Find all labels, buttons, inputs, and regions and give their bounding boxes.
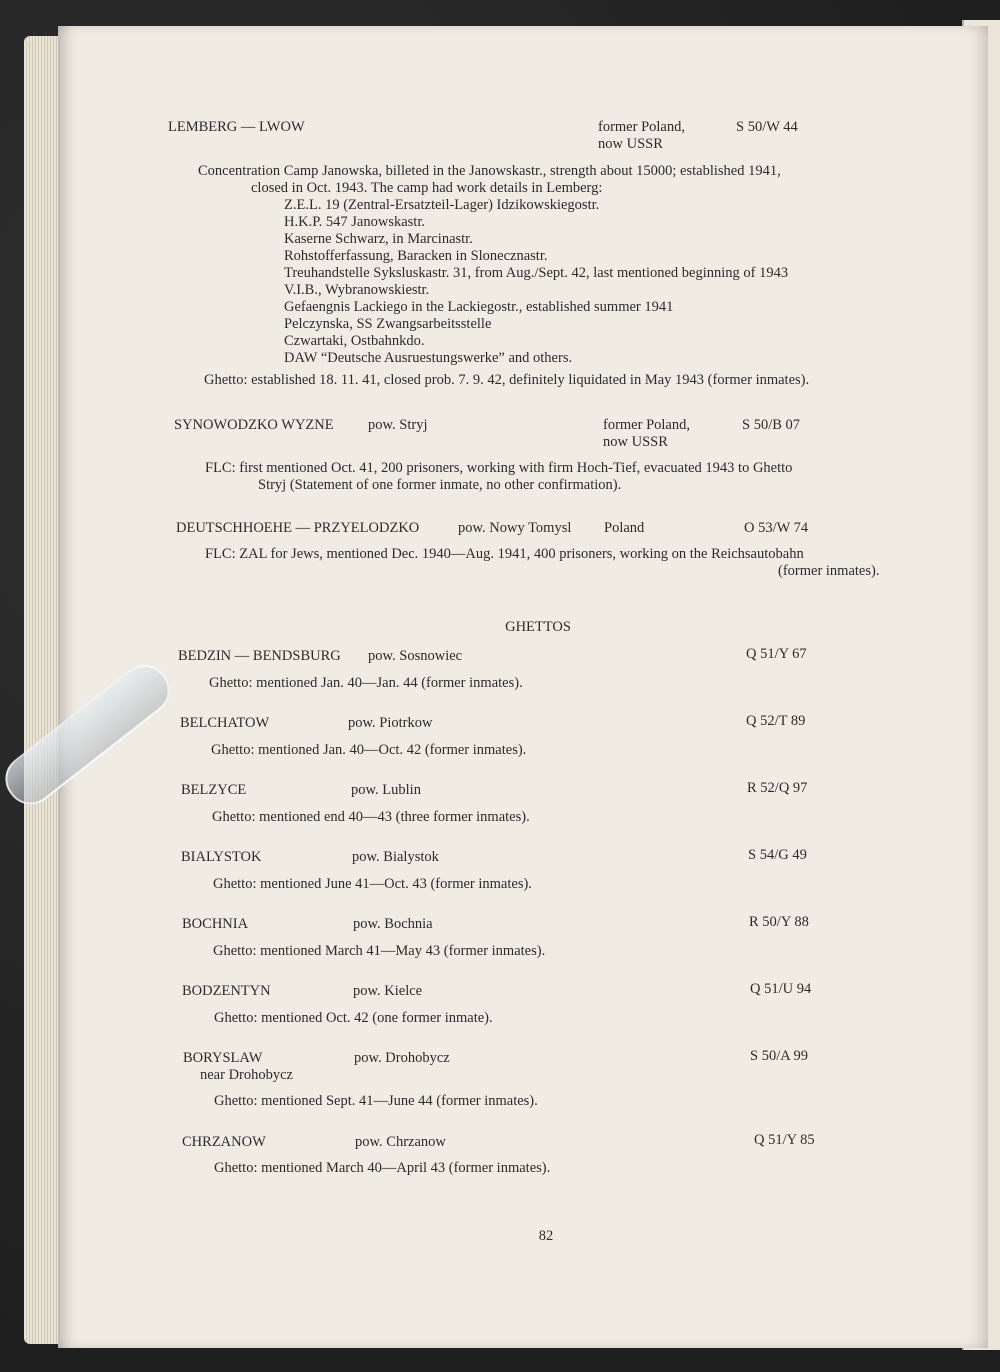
ghetto-district: pow. Lublin bbox=[351, 782, 421, 798]
ghetto-district: pow. Bochnia bbox=[353, 916, 433, 932]
entry-country2-synowodzko: now USSR bbox=[603, 434, 668, 450]
ghetto-name: BEDZIN — BENDSBURG bbox=[178, 648, 341, 664]
page-number: 82 bbox=[538, 1228, 554, 1244]
entry-name-deutschhoehe: DEUTSCHHOEHE — PRZYELODZKO bbox=[176, 520, 420, 536]
lemberg-line-6: Treuhandstelle Syksluskastr. 31, from Aug./Sept. 42, last mentioned beginning of 1943 bbox=[284, 265, 789, 281]
lemberg-ghetto-line: Ghetto: established 18. 11. 41, closed prob. 7. 9. 42, definitely liquidated in May 1943 (former inmates). bbox=[204, 372, 810, 388]
lemberg-line-9: Pelczynska, SS Zwangsarbeitsstelle bbox=[284, 316, 492, 332]
ghetto-note: Ghetto: mentioned Jan. 40—Jan. 44 (former inmates). bbox=[209, 675, 523, 691]
entry-name-synowodzko: SYNOWODZKO WYZNE bbox=[174, 417, 334, 433]
ghetto-note: Ghetto: mentioned Sept. 41—June 44 (former inmates). bbox=[214, 1093, 538, 1109]
ghetto-district: pow. Chrzanow bbox=[355, 1134, 446, 1150]
ghetto-note: Ghetto: mentioned end 40—43 (three former inmates). bbox=[212, 809, 530, 825]
ghetto-name: BODZENTYN bbox=[182, 983, 271, 999]
deutschhoehe-line-1: FLC: ZAL for Jews, mentioned Dec. 1940—Aug. 1941, 400 prisoners, working on the Reichsautobahn bbox=[205, 546, 804, 562]
entry-name-lemberg: LEMBERG — LWOW bbox=[168, 119, 305, 135]
ghetto-code: Q 51/U 94 bbox=[750, 981, 812, 997]
ghetto-name: CHRZANOW bbox=[182, 1134, 266, 1150]
ghetto-district: pow. Kielce bbox=[353, 983, 423, 999]
ghetto-district: pow. Drohobycz bbox=[354, 1050, 450, 1066]
lemberg-line-10: Czwartaki, Ostbahnkdo. bbox=[284, 333, 425, 349]
ghetto-district: pow. Piotrkow bbox=[348, 715, 433, 731]
ghetto-name: BORYSLAW bbox=[183, 1050, 263, 1066]
entry-country2-lemberg: now USSR bbox=[598, 136, 663, 152]
ghetto-name: BOCHNIA bbox=[182, 916, 249, 932]
lemberg-line-4: Kaserne Schwarz, in Marcinastr. bbox=[284, 231, 473, 247]
entry-district-synowodzko: pow. Stryj bbox=[368, 417, 428, 433]
lemberg-line-0: Concentration Camp Janowska, billeted in the Janowskastr., strength about 15000; established 1941, bbox=[198, 163, 781, 179]
ghetto-note: Ghetto: mentioned Jan. 40—Oct. 42 (former inmates). bbox=[211, 742, 527, 758]
entry-country-deutschhoehe: Poland bbox=[604, 520, 645, 536]
entry-country-synowodzko: former Poland, bbox=[603, 417, 690, 433]
lemberg-line-8: Gefaengnis Lackiego in the Lackiegostr., established summer 1941 bbox=[284, 299, 674, 315]
ghetto-code: R 50/Y 88 bbox=[749, 914, 809, 930]
deutschhoehe-line-2: (former inmates). bbox=[778, 563, 880, 579]
ghetto-code: Q 51/Y 67 bbox=[746, 646, 807, 662]
lemberg-line-11: DAW “Deutsche Ausruestungswerke” and others. bbox=[284, 350, 573, 366]
ghetto-name: BIALYSTOK bbox=[181, 849, 262, 865]
ghetto-code: S 54/G 49 bbox=[748, 847, 807, 863]
lemberg-line-5: Rohstofferfassung, Baracken in Slonecznastr. bbox=[284, 248, 548, 264]
lemberg-line-7: V.I.B., Wybranowskiestr. bbox=[284, 282, 430, 298]
ghetto-subname: near Drohobycz bbox=[200, 1067, 293, 1083]
synowodzko-line-1: FLC: first mentioned Oct. 41, 200 prisoners, working with firm Hoch-Tief, evacuated 1943 to Ghetto bbox=[205, 460, 793, 476]
ghetto-name: BELZYCE bbox=[181, 782, 247, 798]
entry-code-deutschhoehe: O 53/W 74 bbox=[744, 520, 809, 536]
ghetto-code: Q 51/Y 85 bbox=[754, 1132, 815, 1148]
ghetto-note: Ghetto: mentioned June 41—Oct. 43 (former inmates). bbox=[213, 876, 532, 892]
ghetto-note: Ghetto: mentioned Oct. 42 (one former inmate). bbox=[214, 1010, 493, 1026]
entry-district-deutschhoehe: pow. Nowy Tomysl bbox=[458, 520, 572, 536]
ghetto-note: Ghetto: mentioned March 40—April 43 (former inmates). bbox=[214, 1160, 551, 1176]
lemberg-line-3: H.K.P. 547 Janowskastr. bbox=[284, 214, 425, 230]
ghetto-note: Ghetto: mentioned March 41—May 43 (former inmates). bbox=[213, 943, 546, 959]
section-title: GHETTOS bbox=[505, 619, 571, 635]
lemberg-line-1: closed in Oct. 1943. The camp had work details in Lemberg: bbox=[251, 180, 603, 196]
book-page bbox=[58, 26, 988, 1348]
ghetto-district: pow. Sosnowiec bbox=[368, 648, 463, 664]
lemberg-line-2: Z.E.L. 19 (Zentral-Ersatzteil-Lager) Idzikowskiegostr. bbox=[284, 197, 600, 213]
ghetto-code: R 52/Q 97 bbox=[747, 780, 808, 796]
ghetto-district: pow. Bialystok bbox=[352, 849, 439, 865]
synowodzko-line-2: Stryj (Statement of one former inmate, no other confirmation). bbox=[258, 477, 622, 493]
entry-code-synowodzko: S 50/B 07 bbox=[742, 417, 801, 433]
entry-code-lemberg: S 50/W 44 bbox=[736, 119, 798, 135]
ghetto-name: BELCHATOW bbox=[180, 715, 270, 731]
entry-country-lemberg: former Poland, bbox=[598, 119, 685, 135]
ghetto-code: S 50/A 99 bbox=[750, 1048, 809, 1064]
ghetto-code: Q 52/T 89 bbox=[746, 713, 806, 729]
